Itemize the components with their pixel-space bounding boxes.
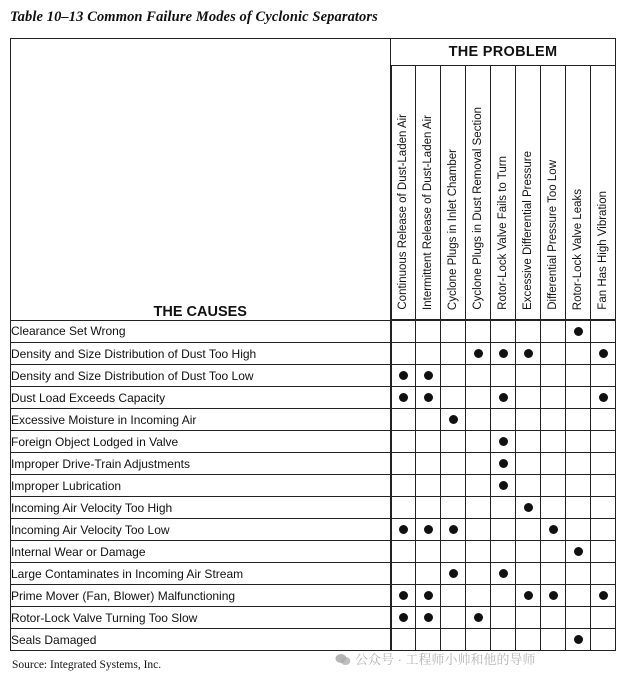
bullet-mark: [399, 393, 408, 402]
matrix-cell: [466, 409, 491, 431]
matrix-cell: [441, 475, 466, 497]
matrix-cell: [516, 365, 541, 387]
problem-label: Rotor-Lock Valve Leaks: [572, 188, 584, 310]
matrix-cell: [391, 320, 416, 343]
matrix-cell: [441, 519, 466, 541]
cause-rows: [11, 320, 616, 651]
matrix-cell: [591, 541, 616, 563]
bullet-mark: [499, 569, 508, 578]
matrix-cell: [391, 585, 416, 607]
cause-label: Clearance Set Wrong: [11, 320, 391, 343]
matrix-cell: [416, 387, 441, 409]
matrix-cell: [491, 320, 516, 343]
problem-label: Fan Has High Vibration: [597, 191, 609, 310]
matrix-cell: [491, 541, 516, 563]
bullet-mark: [424, 613, 433, 622]
bullet-mark: [574, 635, 583, 644]
cause-label: Density and Size Distribution of Dust Too High: [11, 343, 391, 365]
table-row: [11, 475, 616, 497]
table-row: [11, 563, 616, 585]
table-row: [11, 365, 616, 387]
matrix-cell: [416, 519, 441, 541]
bullet-mark: [524, 349, 533, 358]
matrix-cell: [466, 629, 491, 651]
matrix-cell: [416, 629, 441, 651]
matrix-cell: [516, 541, 541, 563]
matrix-cell: [491, 387, 516, 409]
table-row: [11, 409, 616, 431]
matrix-cell: [441, 585, 466, 607]
matrix-cell: [391, 497, 416, 519]
problem-label: Differential Pressure Too Low: [547, 160, 559, 310]
matrix-cell: [516, 320, 541, 343]
matrix-cell: [391, 453, 416, 475]
matrix-cell: [466, 475, 491, 497]
matrix-cell: [391, 629, 416, 651]
matrix-cell: [416, 563, 441, 585]
matrix-cell: [441, 343, 466, 365]
problem-column-header: [541, 66, 566, 321]
bullet-mark: [399, 613, 408, 622]
problem-column-header: [416, 66, 441, 321]
cause-label: Rotor-Lock Valve Turning Too Slow: [11, 607, 391, 629]
matrix-cell: [416, 607, 441, 629]
matrix-cell: [566, 629, 591, 651]
causes-header: THE CAUSES: [11, 39, 391, 321]
matrix-cell: [441, 629, 466, 651]
matrix-cell: [566, 343, 591, 365]
matrix-cell: [441, 365, 466, 387]
matrix-cell: [541, 497, 566, 519]
matrix-cell: [516, 409, 541, 431]
matrix-cell: [541, 453, 566, 475]
matrix-cell: [541, 431, 566, 453]
problem-label: Rotor-Lock Valve Fails to Turn: [497, 156, 509, 310]
bullet-mark: [449, 569, 458, 578]
cause-label: Improper Lubrication: [11, 475, 391, 497]
table-row: [11, 629, 616, 651]
bullet-mark: [449, 525, 458, 534]
matrix-cell: [416, 585, 441, 607]
matrix-cell: [491, 607, 516, 629]
cause-label: Seals Damaged: [11, 629, 391, 651]
cause-label: Prime Mover (Fan, Blower) Malfunctioning: [11, 585, 391, 607]
matrix-cell: [466, 607, 491, 629]
table-row: [11, 431, 616, 453]
matrix-cell: [491, 475, 516, 497]
matrix-cell: [541, 519, 566, 541]
matrix-cell: [566, 541, 591, 563]
matrix-cell: [441, 607, 466, 629]
matrix-cell: [541, 475, 566, 497]
matrix-cell: [541, 343, 566, 365]
bullet-mark: [599, 591, 608, 600]
matrix-cell: [591, 475, 616, 497]
bullet-mark: [599, 393, 608, 402]
matrix-cell: [416, 365, 441, 387]
matrix-cell: [566, 387, 591, 409]
table-row: [11, 320, 616, 343]
matrix-cell: [416, 343, 441, 365]
matrix-cell: [391, 519, 416, 541]
matrix-cell: [566, 431, 591, 453]
matrix-cell: [491, 563, 516, 585]
bullet-mark: [424, 591, 433, 600]
matrix-cell: [566, 497, 591, 519]
bullet-mark: [499, 349, 508, 358]
matrix-cell: [516, 563, 541, 585]
matrix-cell: [566, 409, 591, 431]
matrix-cell: [466, 365, 491, 387]
bullet-mark: [524, 591, 533, 600]
matrix-cell: [541, 387, 566, 409]
matrix-cell: [566, 320, 591, 343]
problem-label: Excessive Differential Pressure: [522, 151, 534, 310]
matrix-cell: [591, 365, 616, 387]
problem-label: Cyclone Plugs in Dust Removal Section: [472, 107, 484, 310]
matrix-cell: [466, 431, 491, 453]
bullet-mark: [449, 415, 458, 424]
problem-header: THE PROBLEM: [391, 39, 616, 66]
matrix-cell: [491, 431, 516, 453]
watermark-text: 公众号 · 工程师小帅和他的导师: [355, 652, 536, 667]
matrix-cell: [516, 607, 541, 629]
matrix-cell: [566, 519, 591, 541]
matrix-cell: [516, 453, 541, 475]
matrix-cell: [591, 453, 616, 475]
matrix-cell: [591, 607, 616, 629]
matrix-cell: [541, 563, 566, 585]
bullet-mark: [424, 525, 433, 534]
matrix-cell: [541, 607, 566, 629]
cause-label: Foreign Object Lodged in Valve: [11, 431, 391, 453]
problem-column-header: [491, 66, 516, 321]
bullet-mark: [574, 327, 583, 336]
matrix-cell: [516, 585, 541, 607]
matrix-cell: [391, 365, 416, 387]
bullet-mark: [524, 503, 533, 512]
matrix-cell: [466, 563, 491, 585]
matrix-cell: [566, 607, 591, 629]
matrix-cell: [391, 607, 416, 629]
cause-label: Excessive Moisture in Incoming Air: [11, 409, 391, 431]
matrix-cell: [516, 497, 541, 519]
bullet-mark: [424, 393, 433, 402]
cause-label: Incoming Air Velocity Too High: [11, 497, 391, 519]
bullet-mark: [474, 349, 483, 358]
cause-label: Density and Size Distribution of Dust Too Low: [11, 365, 391, 387]
bullet-mark: [499, 459, 508, 468]
matrix-cell: [566, 475, 591, 497]
problem-label: Continuous Release of Dust-Laden Air: [397, 114, 410, 310]
matrix-cell: [441, 320, 466, 343]
matrix-cell: [491, 519, 516, 541]
matrix-cell: [516, 343, 541, 365]
matrix-cell: [441, 387, 466, 409]
bullet-mark: [499, 481, 508, 490]
matrix-cell: [466, 453, 491, 475]
cause-label: Improper Drive-Train Adjustments: [11, 453, 391, 475]
cause-label: Incoming Air Velocity Too Low: [11, 519, 391, 541]
source-note: Source: Integrated Systems, Inc.: [12, 659, 162, 671]
matrix-cell: [416, 431, 441, 453]
bullet-mark: [499, 393, 508, 402]
bullet-mark: [424, 371, 433, 380]
problem-column-header: [391, 66, 416, 321]
matrix-cell: [541, 585, 566, 607]
problem-column-header: [441, 66, 466, 321]
matrix-cell: [391, 541, 416, 563]
failure-mode-table: [10, 38, 616, 651]
matrix-cell: [566, 585, 591, 607]
cause-label: Dust Load Exceeds Capacity: [11, 387, 391, 409]
table-row: [11, 343, 616, 365]
matrix-cell: [541, 320, 566, 343]
problem-column-header: [466, 66, 491, 321]
matrix-cell: [491, 629, 516, 651]
matrix-cell: [516, 475, 541, 497]
problem-column-header: [566, 66, 591, 321]
problem-label: Cyclone Plugs in Inlet Chamber: [447, 148, 459, 310]
cause-label: Large Contaminates in Incoming Air Stream: [11, 563, 391, 585]
matrix-cell: [566, 365, 591, 387]
matrix-cell: [591, 519, 616, 541]
bullet-mark: [399, 591, 408, 600]
matrix-cell: [491, 453, 516, 475]
bullet-mark: [549, 525, 558, 534]
problem-column-header: [516, 66, 541, 321]
matrix-cell: [541, 365, 566, 387]
matrix-cell: [416, 320, 441, 343]
matrix-cell: [591, 629, 616, 651]
matrix-cell: [591, 409, 616, 431]
table-row: [11, 585, 616, 607]
matrix-cell: [416, 497, 441, 519]
matrix-cell: [566, 453, 591, 475]
matrix-cell: [391, 431, 416, 453]
matrix-cell: [516, 387, 541, 409]
table-title: Table 10–13 Common Failure Modes of Cyclonic Separators: [10, 9, 378, 25]
bullet-mark: [399, 525, 408, 534]
matrix-cell: [516, 629, 541, 651]
wechat-icon: [335, 653, 351, 666]
bullet-mark: [574, 547, 583, 556]
matrix-cell: [591, 387, 616, 409]
matrix-cell: [466, 343, 491, 365]
bullet-mark: [399, 371, 408, 380]
matrix-cell: [591, 431, 616, 453]
matrix-cell: [541, 541, 566, 563]
matrix-cell: [416, 541, 441, 563]
table-row: [11, 387, 616, 409]
matrix-cell: [441, 563, 466, 585]
table-row: [11, 453, 616, 475]
table-row: [11, 519, 616, 541]
matrix-cell: [391, 343, 416, 365]
matrix-cell: [441, 409, 466, 431]
bullet-mark: [599, 349, 608, 358]
matrix-cell: [591, 585, 616, 607]
problem-label: Intermittent Release of Dust-Laden Air: [422, 115, 434, 310]
table-row: [11, 497, 616, 519]
matrix-cell: [391, 475, 416, 497]
matrix-cell: [591, 497, 616, 519]
matrix-cell: [491, 409, 516, 431]
matrix-cell: [466, 541, 491, 563]
cause-label: Internal Wear or Damage: [11, 541, 391, 563]
matrix-cell: [391, 387, 416, 409]
watermark: [335, 649, 536, 668]
problem-column-header: [591, 66, 616, 321]
matrix-cell: [466, 519, 491, 541]
matrix-cell: [591, 343, 616, 365]
matrix-cell: [416, 475, 441, 497]
matrix-cell: [466, 585, 491, 607]
bullet-mark: [499, 437, 508, 446]
matrix-cell: [466, 497, 491, 519]
matrix-cell: [541, 409, 566, 431]
matrix-cell: [416, 453, 441, 475]
matrix-cell: [441, 431, 466, 453]
matrix-cell: [466, 320, 491, 343]
matrix-cell: [491, 343, 516, 365]
matrix-cell: [516, 431, 541, 453]
matrix-cell: [466, 387, 491, 409]
matrix-cell: [441, 453, 466, 475]
bullet-mark: [474, 613, 483, 622]
matrix-cell: [516, 519, 541, 541]
matrix-cell: [491, 585, 516, 607]
matrix-cell: [391, 409, 416, 431]
matrix-cell: [391, 563, 416, 585]
matrix-cell: [491, 497, 516, 519]
table-row: [11, 607, 616, 629]
matrix-cell: [591, 320, 616, 343]
matrix-cell: [441, 497, 466, 519]
matrix-cell: [491, 365, 516, 387]
matrix-cell: [591, 563, 616, 585]
matrix-cell: [416, 409, 441, 431]
matrix-cell: [566, 563, 591, 585]
bullet-mark: [549, 591, 558, 600]
table-row: [11, 541, 616, 563]
matrix-cell: [541, 629, 566, 651]
matrix-cell: [441, 541, 466, 563]
